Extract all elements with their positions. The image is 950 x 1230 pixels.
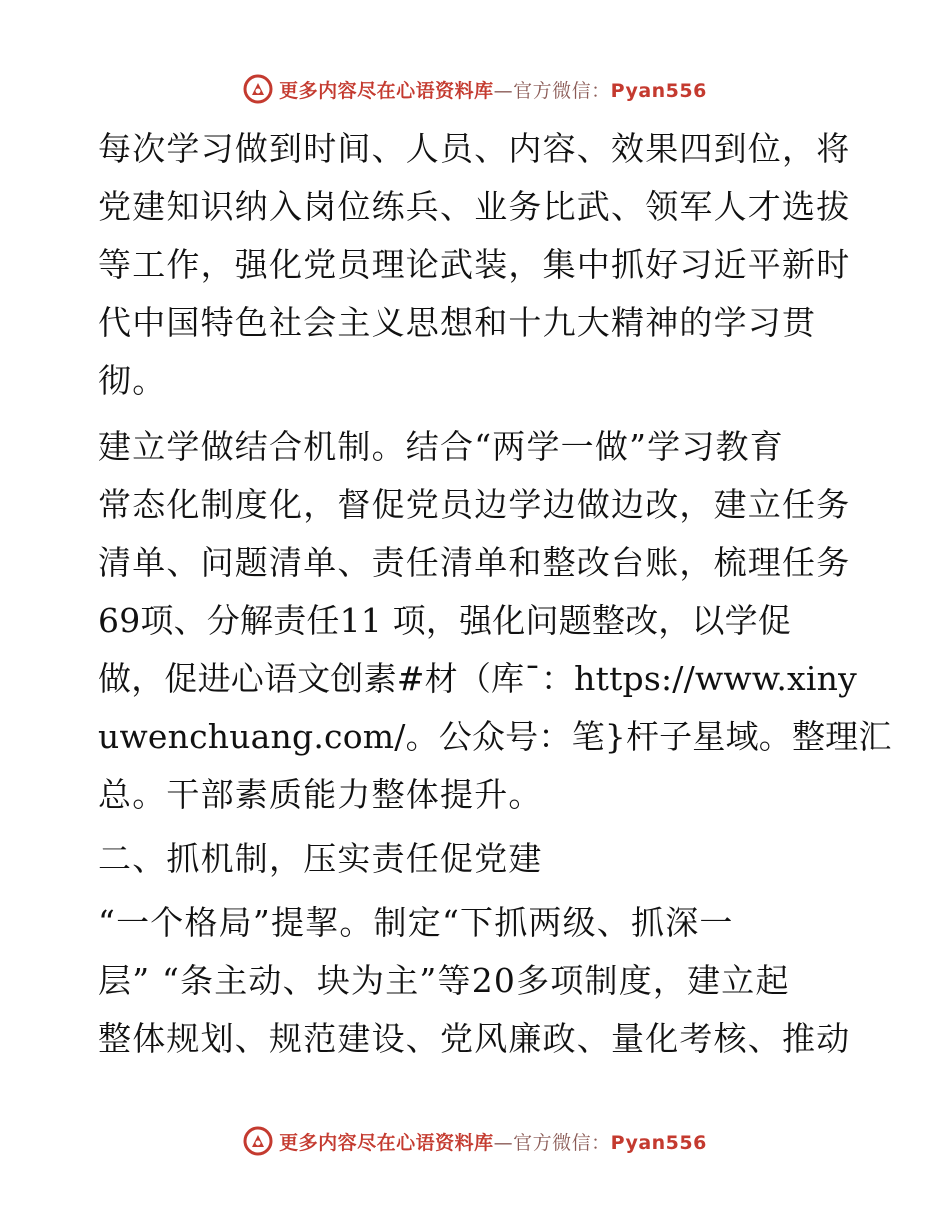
text-line: 清单、问题清单、责任清单和整改台账，梳理任务 [98, 543, 851, 582]
text-line: 常态化制度化，督促党员边学边做边改，建立任务 [98, 485, 851, 524]
text-line: 建立学做结合机制。结合“两学一做”学习教育 [98, 427, 784, 466]
text-line: 整体规划、规范建设、党风廉政、量化考核、推动 [98, 1019, 851, 1058]
footer-banner [0, 1124, 950, 1158]
text-line: 党建知识纳入岗位练兵、业务比武、领军人才选拔 [98, 187, 851, 226]
paragraph [98, 418, 892, 824]
text-line: 69项、分解责任11 项，强化问题整改，以学促 [98, 601, 792, 640]
header-banner [0, 72, 950, 106]
text-line: 彻。 [98, 361, 167, 400]
text-line: 做，促进心语文创素#材（库¯：https://www.xiny [98, 659, 857, 698]
logo-icon [243, 1126, 273, 1156]
heading-line: 二、抓机制，压实责任促党建 [98, 839, 543, 878]
text-line: 代中国特色社会主义思想和十九大精神的学习贯 [98, 303, 817, 342]
document-body [98, 120, 892, 1068]
text-line: “一个格局”提挈。制定“下抓两级、抓深一 [98, 903, 734, 942]
paragraph [98, 120, 858, 410]
paragraph [98, 894, 858, 1068]
banner-site-name: 更多内容尽在心语资料库 [279, 79, 494, 102]
text-line: 层” “条主动、块为主”等20多项制度，建立起 [98, 961, 790, 1000]
banner-text [279, 1128, 707, 1155]
text-line: 每次学习做到时间、人员、内容、效果四到位，将 [98, 129, 851, 168]
text-line: 总。干部素质能力整体提升。 [98, 775, 543, 814]
logo-icon [243, 74, 273, 104]
banner-wechat-id: Pyan556 [610, 79, 707, 102]
banner-wechat-label: —官方微信： [493, 79, 611, 102]
text-line: 等工作，强化党员理论武装，集中抓好习近平新时 [98, 245, 851, 284]
section-heading [98, 830, 858, 888]
banner-wechat-id: Pyan556 [610, 1131, 707, 1154]
text-line: uwenchuang.com/。公众号：笔}杆子星域。整理汇 [98, 717, 892, 756]
banner-text [279, 76, 707, 103]
banner-site-name: 更多内容尽在心语资料库 [279, 1131, 494, 1154]
banner-wechat-label: —官方微信： [493, 1131, 611, 1154]
